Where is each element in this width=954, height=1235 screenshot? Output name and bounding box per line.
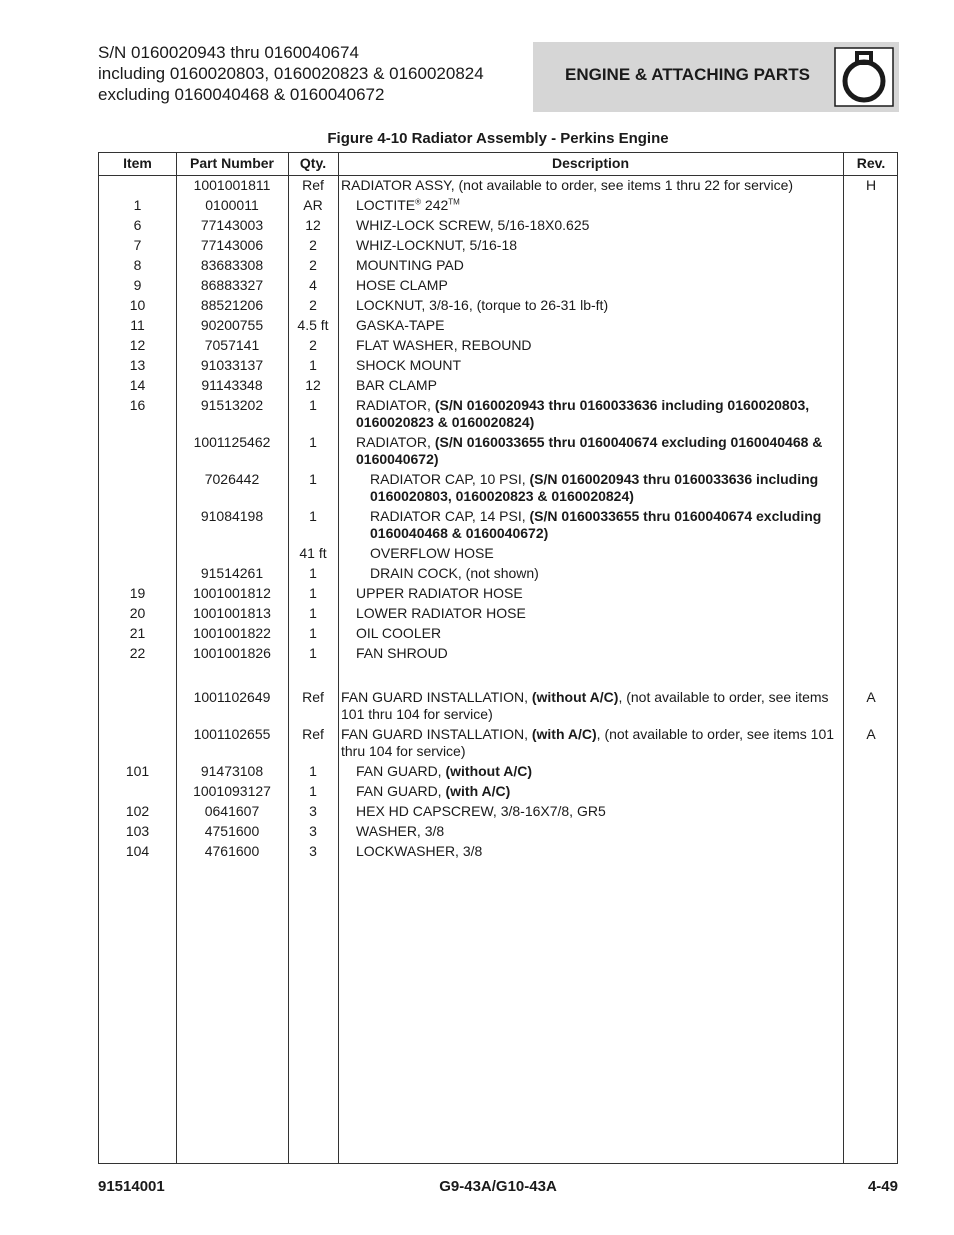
description xyxy=(341,842,841,862)
part-number: 90200755 xyxy=(200,317,264,333)
item-number: 11 xyxy=(130,317,145,333)
quantity: 12 xyxy=(305,217,321,233)
part-number: 91473108 xyxy=(200,763,264,779)
description-desc: WHIZ-LOCK SCREW, 5/16-18X0.625 xyxy=(356,217,590,233)
description-desc: LOCKNUT, 3/8-16, (torque to 26-31 lb-ft) xyxy=(356,297,609,313)
part-number: 83683308 xyxy=(200,257,264,273)
description-desc-bold: (S/N 0160033655 thru 0160040674 excluding 0160040468 & 0160040672) xyxy=(370,508,822,541)
quantity: 1 xyxy=(309,565,317,581)
table-header-row xyxy=(99,153,897,176)
quantity: 3 xyxy=(309,803,317,819)
part-number: 0641607 xyxy=(204,803,260,819)
quantity: 2 xyxy=(309,237,317,253)
item-number: 9 xyxy=(133,277,142,293)
parts-table xyxy=(98,152,898,1164)
description xyxy=(341,725,841,762)
description xyxy=(341,176,841,196)
item-number: 12 xyxy=(129,337,146,353)
description xyxy=(341,688,841,725)
table-row xyxy=(99,604,897,624)
table-row xyxy=(99,644,897,664)
table-row xyxy=(99,196,897,216)
part-number: 7057141 xyxy=(204,337,260,353)
quantity: 1 xyxy=(309,434,317,450)
table-row xyxy=(99,762,897,782)
part-number: 0100011 xyxy=(205,197,259,213)
item-number: 7 xyxy=(133,237,142,253)
part-number: 1001001812 xyxy=(193,585,271,601)
description-desc: MOUNTING PAD xyxy=(356,257,464,273)
part-number: 88521206 xyxy=(200,297,264,313)
quantity: 12 xyxy=(305,377,321,393)
table-row xyxy=(99,822,897,842)
part-number: 91033137 xyxy=(200,357,264,373)
part-number: 1001102655 xyxy=(193,726,271,742)
description xyxy=(341,470,841,507)
quantity: 4.5 ft xyxy=(297,317,329,333)
description-desc: BAR CLAMP xyxy=(356,377,437,393)
table-row xyxy=(99,688,897,725)
table-row xyxy=(99,256,897,276)
table-row xyxy=(99,176,897,196)
description-desc: WASHER, 3/8 xyxy=(356,823,445,839)
quantity: 1 xyxy=(309,508,317,524)
table-row xyxy=(99,725,897,762)
quantity: 1 xyxy=(309,645,317,661)
quantity: 1 xyxy=(309,357,317,373)
serial-range-line: S/N 0160020943 thru 0160040674 xyxy=(98,43,359,62)
table-row xyxy=(99,216,897,236)
table-row xyxy=(99,276,897,296)
description-desc-bold: (without A/C) xyxy=(445,763,533,779)
revision: A xyxy=(866,726,876,742)
description-desc: FAN GUARD INSTALLATION, xyxy=(341,726,532,742)
description-desc-bold: (S/N 0160033655 thru 0160040674 excluding 0160040468 & 0160040672) xyxy=(356,434,823,467)
serial-number-block xyxy=(98,42,528,105)
description xyxy=(341,196,841,216)
serial-including-line: including 0160020803, 0160020823 & 0160020824 xyxy=(98,64,484,83)
table-row xyxy=(99,544,897,564)
description xyxy=(341,544,841,564)
section-title: ENGINE & ATTACHING PARTS xyxy=(565,65,810,84)
description xyxy=(341,336,841,356)
description-desc: WHIZ-LOCKNUT, 5/16-18 xyxy=(356,237,518,253)
page-number: 4-49 xyxy=(867,1178,898,1195)
description-desc: RADIATOR CAP, 14 PSI, xyxy=(370,508,530,524)
item-number: 14 xyxy=(129,377,146,393)
part-number: 1001102649 xyxy=(193,689,271,705)
description-desc: GASKA-TAPE xyxy=(356,317,445,333)
revision: H xyxy=(865,177,877,193)
figure-title: Figure 4-10 Radiator Assembly - Perkins Engine xyxy=(327,130,669,147)
part-number: 91513202 xyxy=(200,397,264,413)
description-desc-tm: TM xyxy=(448,197,460,207)
revision: A xyxy=(866,689,876,705)
table-row xyxy=(99,564,897,584)
table-row xyxy=(99,507,897,544)
description xyxy=(341,782,841,802)
description-desc: OVERFLOW HOSE xyxy=(370,545,494,561)
item-number: 104 xyxy=(125,843,150,859)
part-number: 91084198 xyxy=(200,508,264,524)
item-number: 8 xyxy=(133,257,142,273)
quantity: 1 xyxy=(309,783,317,799)
item-number: 1 xyxy=(133,197,142,213)
table-row xyxy=(99,236,897,256)
quantity: 41 ft xyxy=(299,545,327,561)
quantity: AR xyxy=(303,197,323,213)
quantity: Ref xyxy=(302,689,324,705)
quantity: 1 xyxy=(309,471,317,487)
description-desc: HEX HD CAPSCREW, 3/8-16X7/8, GR5 xyxy=(356,803,606,819)
description-desc-sup: ® xyxy=(415,197,422,207)
part-number: 77143006 xyxy=(200,237,264,253)
item-number: 16 xyxy=(129,397,146,413)
description xyxy=(341,356,841,376)
quantity: 1 xyxy=(309,585,317,601)
table-row xyxy=(99,802,897,822)
quantity: 3 xyxy=(309,823,317,839)
part-number: 1001093127 xyxy=(193,783,271,799)
description xyxy=(341,276,841,296)
item-number: 19 xyxy=(129,585,146,601)
item-number: 10 xyxy=(129,297,146,313)
part-number: 1001001813 xyxy=(193,605,271,621)
column-header-qty: Qty. xyxy=(299,155,327,171)
document-number: 91514001 xyxy=(98,1178,165,1195)
description xyxy=(341,376,841,396)
description-desc-bold: (without A/C) xyxy=(531,689,619,705)
serial-excluding-line: excluding 0160040468 & 0160040672 xyxy=(98,85,385,104)
quantity: Ref xyxy=(302,726,324,742)
description-desc: RADIATOR CAP, 10 PSI, xyxy=(370,471,530,487)
description-desc: FAN GUARD INSTALLATION, xyxy=(341,689,532,705)
table-row xyxy=(99,782,897,802)
description-desc: FAN SHROUD xyxy=(356,645,448,661)
description xyxy=(341,584,841,604)
table-row xyxy=(99,336,897,356)
table-row xyxy=(99,376,897,396)
item-number: 21 xyxy=(129,625,146,641)
description-desc: FAN GUARD, xyxy=(356,763,446,779)
description-desc: RADIATOR, xyxy=(356,434,435,450)
part-number: 1001001811 xyxy=(193,177,271,193)
description-desc: SHOCK MOUNT xyxy=(356,357,461,373)
model-number: G9-43A/G10-43A xyxy=(439,1178,557,1195)
part-number: 77143003 xyxy=(200,217,264,233)
part-number: 1001001822 xyxy=(193,625,271,641)
description xyxy=(341,316,841,336)
item-number: 103 xyxy=(125,823,150,839)
table-row xyxy=(99,470,897,507)
table-row xyxy=(99,664,897,688)
quantity: 2 xyxy=(309,297,317,313)
quantity: 4 xyxy=(309,277,317,293)
part-number: 1001001826 xyxy=(193,645,271,661)
quantity: 1 xyxy=(309,397,317,413)
table-row xyxy=(99,433,897,470)
description xyxy=(341,802,841,822)
description xyxy=(341,507,841,544)
table-row xyxy=(99,316,897,336)
description-desc-tail: 242 xyxy=(421,197,449,213)
part-number: 86883327 xyxy=(200,277,264,293)
description-desc: UPPER RADIATOR HOSE xyxy=(356,585,523,601)
quantity: 2 xyxy=(309,257,317,273)
description xyxy=(341,564,841,584)
description-desc-bold: (S/N 0160020943 thru 0160033636 including 0160020803, 0160020823 & 0160020824) xyxy=(370,471,819,504)
item-number: 101 xyxy=(125,763,150,779)
column-header-part-number: Part Number xyxy=(189,155,275,171)
description xyxy=(341,396,841,433)
part-number: 4761600 xyxy=(204,843,260,859)
part-number: 1001125462 xyxy=(193,434,271,450)
table-row xyxy=(99,842,897,862)
description xyxy=(341,624,841,644)
part-number: 91143348 xyxy=(201,377,263,393)
description-desc: RADIATOR ASSY, (not available to order, see items 1 thru 22 for service) xyxy=(341,177,794,193)
table-row xyxy=(99,396,897,433)
description-desc-bold: (with A/C) xyxy=(445,783,511,799)
description xyxy=(341,296,841,316)
item-number: 20 xyxy=(129,605,146,621)
item-number: 22 xyxy=(129,645,146,661)
description-desc: DRAIN COCK, (not shown) xyxy=(370,565,539,581)
item-number: 13 xyxy=(129,357,146,373)
description-desc-after: , (not available to order, see items 101 thru 104 for service) xyxy=(341,689,829,722)
description xyxy=(341,256,841,276)
column-header-item: Item xyxy=(123,155,152,171)
quantity: 1 xyxy=(309,605,317,621)
description-desc: FLAT WASHER, REBOUND xyxy=(356,337,532,353)
section-header xyxy=(533,42,899,112)
quantity: 1 xyxy=(309,763,317,779)
item-number: 102 xyxy=(125,803,150,819)
description-desc-bold: (S/N 0160020943 thru 0160033636 including 0160020803, 0160020823 & 0160020824) xyxy=(356,397,810,430)
description-desc: LOWER RADIATOR HOSE xyxy=(356,605,526,621)
description xyxy=(341,433,841,470)
quantity: 2 xyxy=(309,337,317,353)
description-desc: FAN GUARD, xyxy=(356,783,446,799)
description xyxy=(341,236,841,256)
description xyxy=(341,822,841,842)
description-desc: RADIATOR, xyxy=(356,397,435,413)
part-number: 7026442 xyxy=(204,471,260,487)
table-row xyxy=(99,584,897,604)
column-header-rev: Rev. xyxy=(856,155,886,171)
table-body xyxy=(99,176,897,862)
quantity: 3 xyxy=(309,843,317,859)
description-desc: LOCKWASHER, 3/8 xyxy=(356,843,483,859)
description xyxy=(341,644,841,664)
quantity: Ref xyxy=(302,177,324,193)
part-number: 91514261 xyxy=(200,565,264,581)
engine-icon xyxy=(834,47,894,107)
column-header-description: Description xyxy=(551,155,629,171)
description-desc: LOCTITE xyxy=(356,197,416,213)
table-row xyxy=(99,356,897,376)
description xyxy=(341,216,841,236)
item-number: 6 xyxy=(133,217,142,233)
quantity: 1 xyxy=(309,625,317,641)
description-desc-after: , (not available to order, see items 101 thru 104 for service) xyxy=(341,726,835,759)
description xyxy=(341,762,841,782)
description-desc-bold: (with A/C) xyxy=(531,726,597,742)
description-desc: OIL COOLER xyxy=(356,625,442,641)
description-desc: HOSE CLAMP xyxy=(356,277,448,293)
table-row xyxy=(99,624,897,644)
description xyxy=(341,604,841,624)
part-number: 4751600 xyxy=(204,823,260,839)
table-row xyxy=(99,296,897,316)
